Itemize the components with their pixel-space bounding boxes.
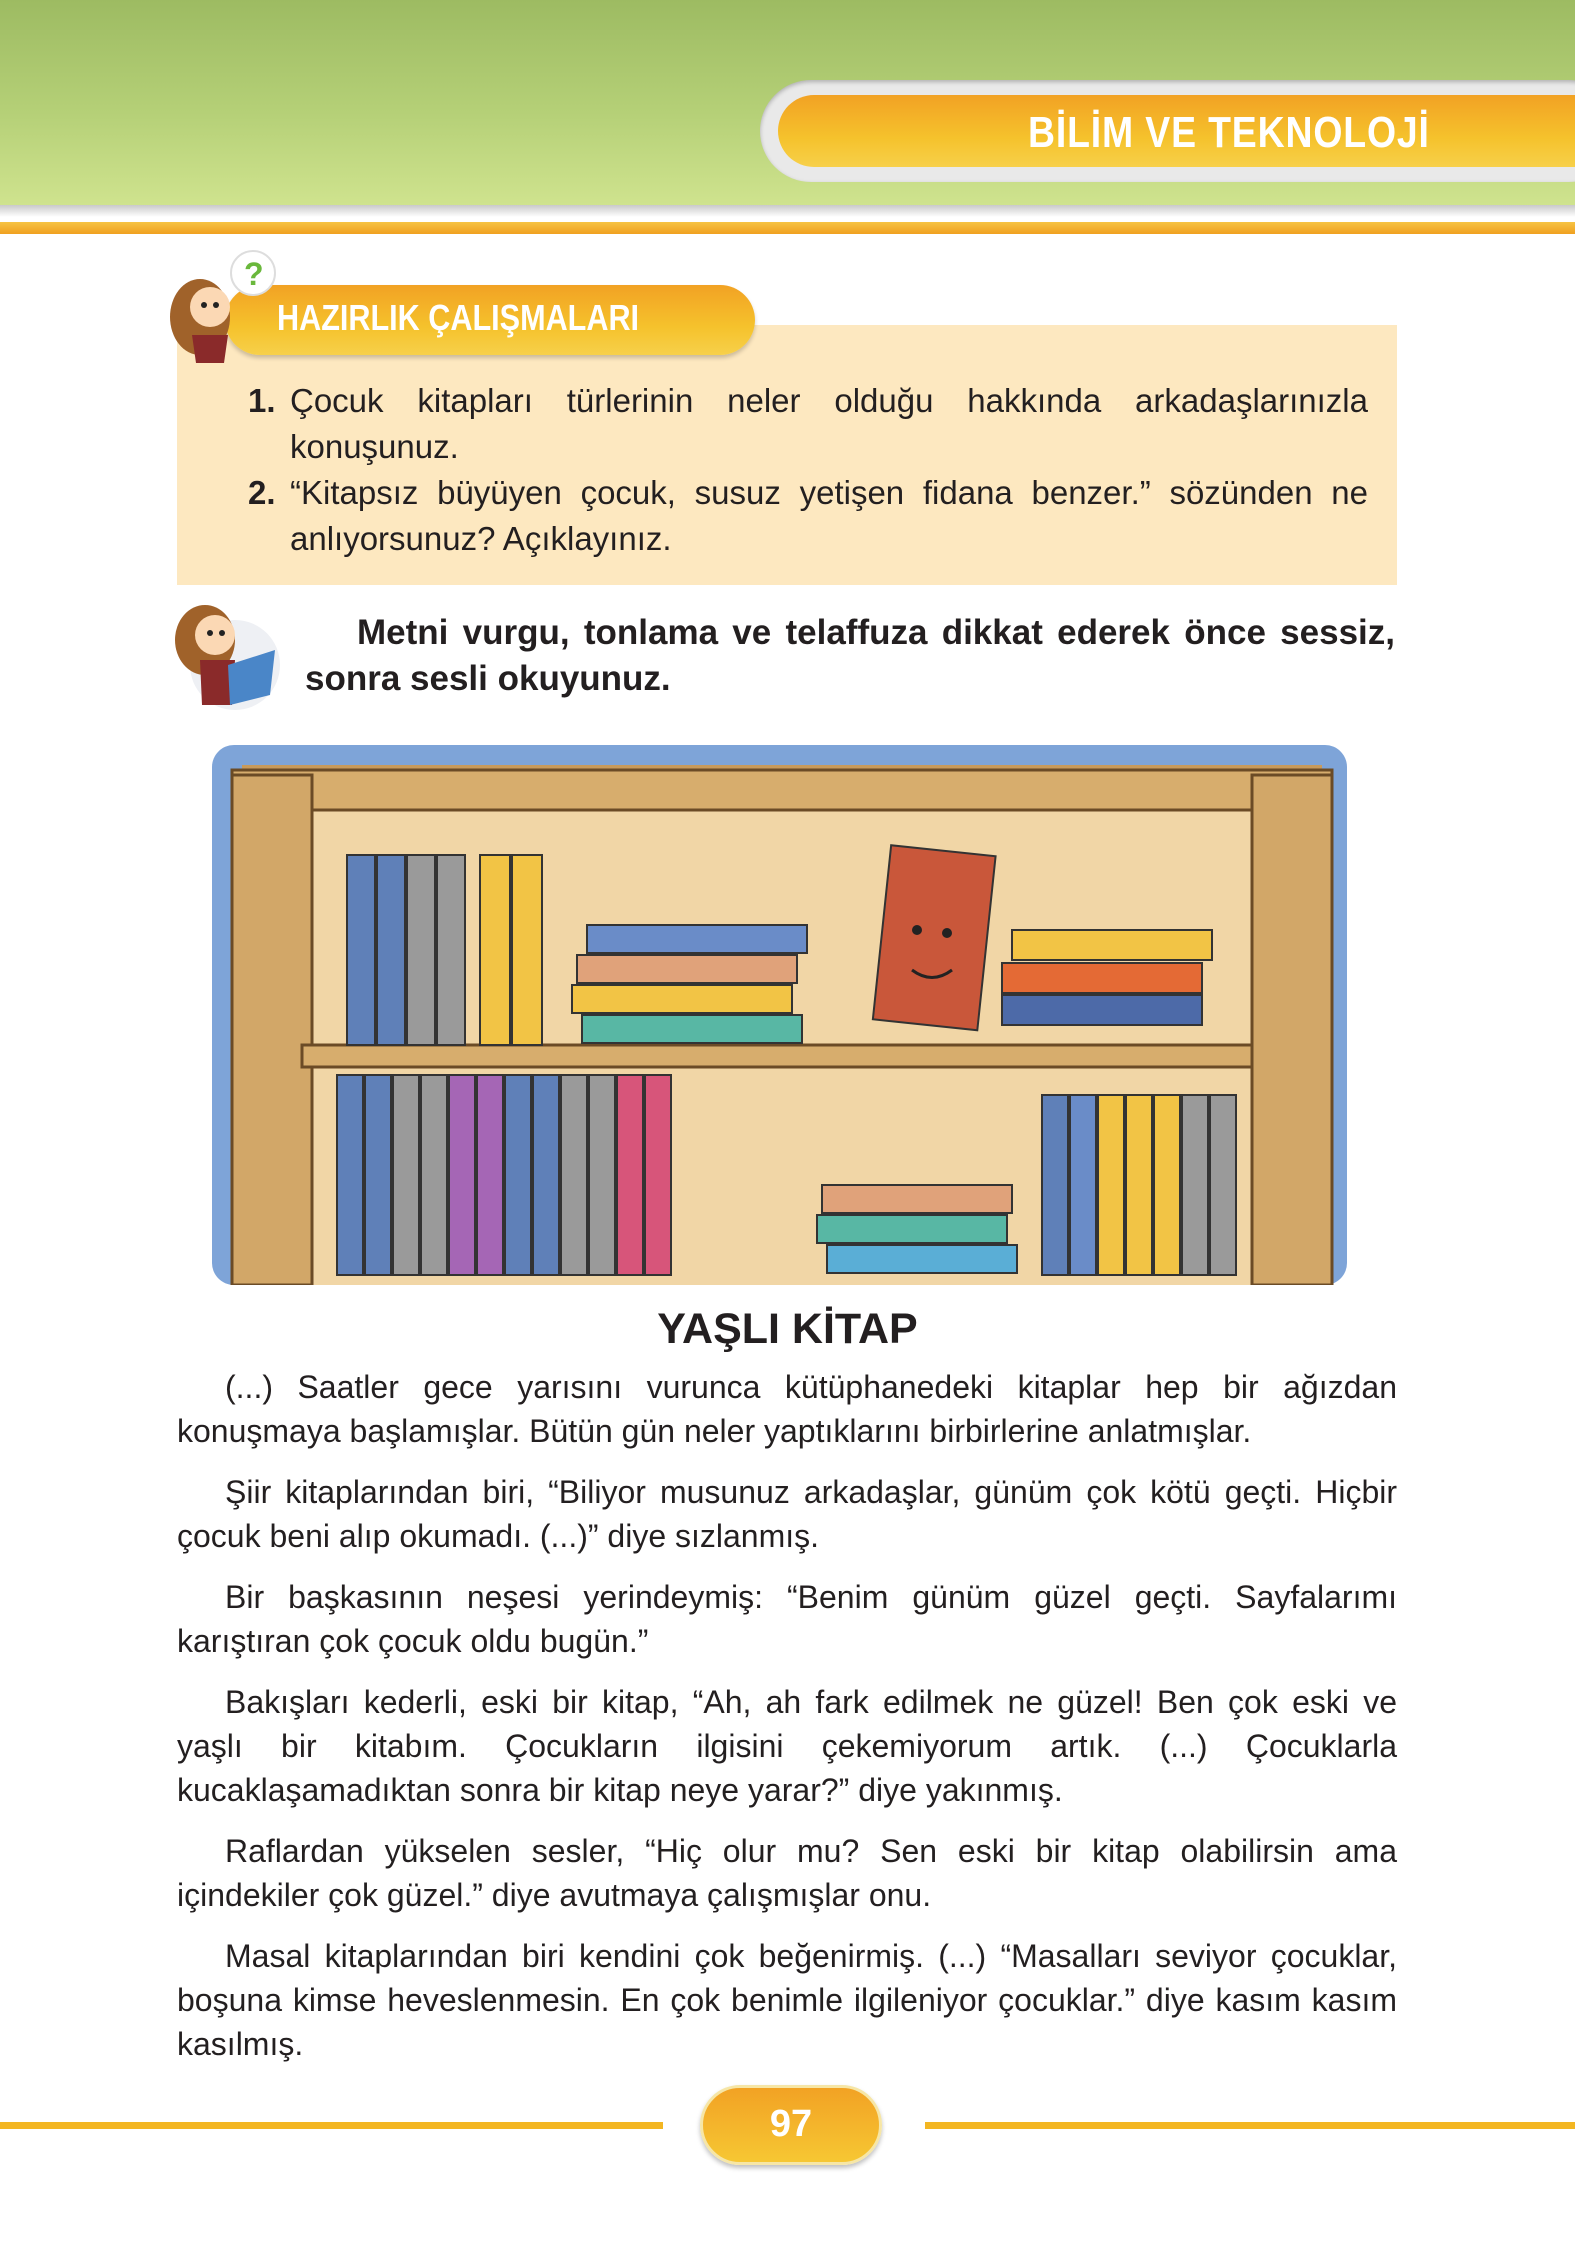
footer-rule-left xyxy=(0,2122,663,2129)
section-title: BİLİM VE TEKNOLOJİ xyxy=(1028,108,1430,157)
preparation-title: HAZIRLIK ÇALIŞMALARI xyxy=(277,297,640,338)
story-paragraph: Masal kitaplarından biri kendini çok beğenirmiş. (...) “Masalları seviyor çocuklar, boşuna kimse heveslenmesin. En çok benimle ilgileniyor çocuklar.” diye kasım kasım kasılmış. xyxy=(177,1938,1397,2062)
girl-reading-icon xyxy=(150,595,295,715)
question-item xyxy=(248,470,1368,562)
svg-text:?: ? xyxy=(244,256,264,292)
reading-instruction: Metni vurgu, tonlama ve telaffuza dikkat ederek önce sessiz, sonra sesli okuyunuz. xyxy=(305,613,1395,698)
girl-question-icon xyxy=(158,245,283,365)
header-shadow xyxy=(0,205,1575,217)
question-item xyxy=(248,378,1368,470)
question-text: “Kitapsız büyüyen çocuk, susuz yetişen fidana benzer.” sözünden ne anlıyorsunuz? Açıklayınız. xyxy=(290,474,1368,557)
story-paragraph: (...) Saatler gece yarısını vurunca kütüphanedeki kitaplar hep bir ağızdan konuşmaya başlamışlar. Bütün gün neler yaptıklarını birbirlerine anlatmışlar. xyxy=(177,1369,1397,1449)
header-rule xyxy=(0,222,1575,234)
question-number: 1. xyxy=(248,382,276,419)
story-title: YAŞLI KİTAP xyxy=(657,1305,918,1353)
story-paragraph: Bakışları kederli, eski bir kitap, “Ah, ah fark edilmek ne güzel! Ben çok eski ve yaşlı bir kitabım. Çocukların ilgisini çekemiyorum artık. (...) Çocuklarla kucaklaşamadıktan sonra bir kitap neye yarar?” diye yakınmış. xyxy=(177,1684,1397,1808)
story-text xyxy=(177,1365,1397,2083)
preparation-questions xyxy=(248,378,1368,562)
story-paragraph: Bir başkasının neşesi yerindeymiş: “Benim günüm güzel geçti. Sayfalarımı karıştıran çok çocuk oldu bugün.” xyxy=(177,1579,1397,1659)
question-text: Çocuk kitapları türlerinin neler olduğu hakkında arkadaşlarınızla konuşunuz. xyxy=(290,382,1368,465)
bookshelf-illustration xyxy=(212,745,1347,1285)
story-paragraph: Raflardan yükselen sesler, “Hiç olur mu? Sen eski bir kitap olabilirsin ama içindekiler çok güzel.” diye avutmaya çalışmışlar onu. xyxy=(177,1833,1397,1913)
story-paragraph: Şiir kitaplarından biri, “Biliyor musunuz arkadaşlar, günüm çok kötü geçti. Hiçbir çocuk beni alıp okumadı. (...)” diye sızlanmış. xyxy=(177,1474,1397,1554)
question-number: 2. xyxy=(248,474,276,511)
page-number: 97 xyxy=(769,2103,813,2145)
footer-rule-right xyxy=(925,2122,1575,2129)
